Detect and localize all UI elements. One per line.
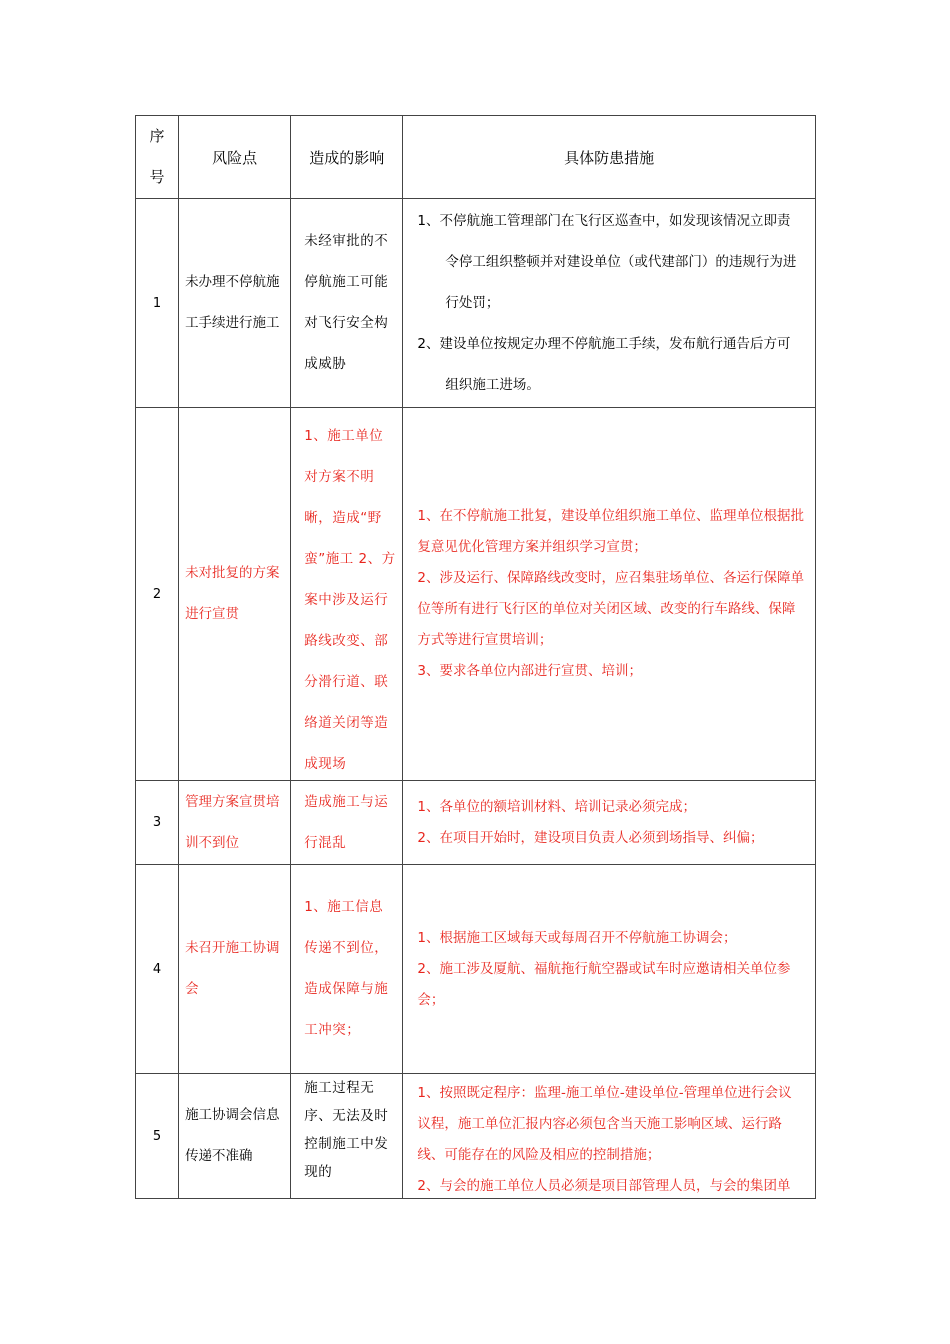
header-risk: 风险点 (179, 116, 291, 199)
measure-item: 组织施工进场。 (445, 376, 540, 393)
header-measures: 具体防患措施 (403, 116, 816, 199)
row-no: 5 (136, 1074, 179, 1199)
measure-item: 令停工组织整顿并对建设单位（或代建部门）的违规行为进行处罚； (445, 253, 797, 311)
header-row (136, 116, 816, 199)
risk-cell: 未对批复的方案进行宣贯 (179, 408, 291, 781)
impact-cell: 施工过程无序、无法及时控制施工中发现的 (291, 1074, 403, 1199)
risk-table (135, 115, 816, 1199)
row-no: 4 (136, 865, 179, 1074)
measures-cell (403, 408, 816, 781)
measure-item: 1、按照既定程序：监理-施工单位-建设单位-管理单位进行会议议程，施工单位汇报内容必须包含当天施工影响区域、运行路线、可能存在的风险及相应的控制措施； (417, 1085, 792, 1163)
measure-item: 1、各单位的额培训材料、培训记录必须完成； (417, 798, 696, 815)
header-impact: 造成的影响 (291, 116, 403, 199)
table-row (136, 408, 816, 781)
measure-item: 1、在不停航施工批复，建设单位组织施工单位、监理单位根据批复意见优化管理方案并组织学习宣贯； (417, 508, 804, 555)
measure-item: 1、不停航施工管理部门在飞行区巡查中，如发现该情况立即责 (417, 212, 791, 229)
impact-cell: 1、施工信息传递不到位，造成保障与施工冲突； (291, 865, 403, 1074)
row-no: 2 (136, 408, 179, 781)
measure-item: 2、在项目开始时，建设项目负责人必须到场指导、纠偏； (417, 829, 764, 846)
measure-item: 2、与会的施工单位人员必须是项目部管理人员，与会的集团单 (417, 1178, 791, 1194)
impact-cell: 造成施工与运行混乱 (291, 781, 403, 865)
measures-cell (403, 1074, 816, 1199)
table-row (136, 781, 816, 865)
risk-cell: 施工协调会信息传递不准确 (179, 1074, 291, 1199)
risk-cell: 管理方案宣贯培训不到位 (179, 781, 291, 865)
measure-item: 1、根据施工区域每天或每周召开不停航施工协调会； (417, 929, 737, 946)
measures-cell (403, 865, 816, 1074)
header-no: 序号 (136, 116, 179, 199)
table-row (136, 199, 816, 408)
measures-cell (403, 781, 816, 865)
row-no: 3 (136, 781, 179, 865)
measure-item: 2、施工涉及厦航、福航拖行航空器或试车时应邀请相关单位参会； (417, 960, 791, 1008)
table-row (136, 865, 816, 1074)
impact-cell: 1、施工单位对方案不明晰，造成“野蛮”施工 2、方案中涉及运行路线改变、部分滑行道、联络道关闭等造成现场 (291, 408, 403, 781)
measures-cell (403, 199, 816, 408)
measure-item: 2、涉及运行、保障路线改变时，应召集驻场单位、各运行保障单位等所有进行飞行区的单位对关闭区域、改变的行车路线、保障方式等进行宣贯培训； (417, 570, 804, 648)
row-no: 1 (136, 199, 179, 408)
measure-item: 2、建设单位按规定办理不停航施工手续，发布航行通告后方可 (417, 335, 791, 352)
measure-item: 3、要求各单位内部进行宣贯、培训； (417, 663, 642, 679)
table-row (136, 1074, 816, 1199)
risk-cell: 未办理不停航施工手续进行施工 (179, 199, 291, 408)
impact-cell: 未经审批的不停航施工可能对飞行安全构成威胁 (291, 199, 403, 408)
risk-cell: 未召开施工协调会 (179, 865, 291, 1074)
